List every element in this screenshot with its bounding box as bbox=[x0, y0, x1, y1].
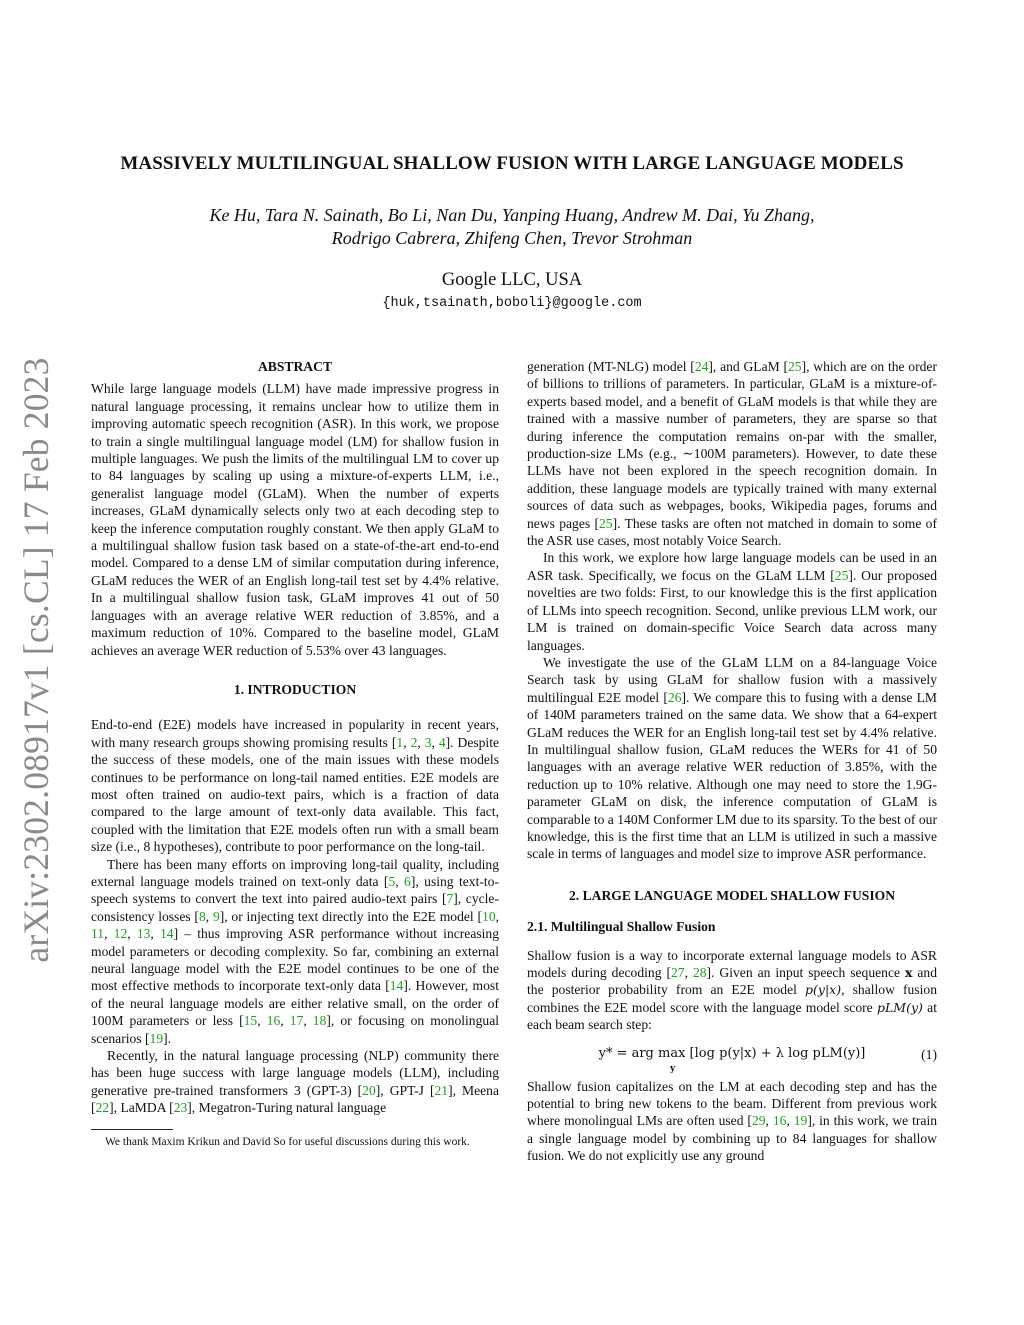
right-paragraph-1: generation (MT-NLG) model [24], and GLaM [25], which are on the order of billions to trillions of parameters. In particular, GLaM is a mixture-of-experts based model, and a benefit of GLaM models is that while they are trained with a massive number of parameters, they are sparse so that during inference the computation remains on-par with the smaller, production-size LMs (e.g., ∼100M parameters). However, to date these LLMs have not been explored in the speech recognition domain. In addition, these language models are typically trained with many external sources of data such as webpages, books, Wikipedia pages, forums and news pages [25]. These tasks are often not matched in domain to some of the ASR use cases, most notably Voice Search. bbox=[527, 359, 937, 549]
citation-link[interactable]: 12 bbox=[113, 926, 128, 942]
citation-link[interactable]: 13 bbox=[136, 926, 151, 942]
equation-subscript: y bbox=[670, 1063, 676, 1074]
citation-link[interactable]: 15 bbox=[243, 1013, 258, 1029]
author-list bbox=[110, 204, 914, 250]
citation-link[interactable]: 10 bbox=[482, 908, 496, 924]
left-column bbox=[91, 358, 499, 1149]
equation-number: (1) bbox=[921, 1046, 937, 1062]
math-x: x bbox=[904, 965, 913, 980]
citation-link[interactable]: 3 bbox=[424, 734, 432, 750]
intro-paragraph-1: End-to-end (E2E) models have increased in popularity in recent years, with many research groups showing promising results [1, 2, 3, 4]. Despite the success of these models, one of the main issues with these models continues to be performance on long-tail named entities. E2E models are most often trained on audio-text pairs, which is a fraction of data compared to the large amount of text-only data available. This fact, coupled with the limitation that E2E models often run with a small beam size (i.e., 8 hypotheses), contribute to poor performance on the long-tail. bbox=[91, 717, 500, 855]
math-lm-score: pLM(y) bbox=[876, 999, 923, 1015]
citation-link[interactable]: 1 bbox=[396, 734, 404, 750]
citation-link[interactable]: 14 bbox=[389, 978, 404, 994]
arxiv-identifier bbox=[4, 345, 68, 975]
acknowledgement-footnote: We thank Maxim Krikun and David So for useful discussions during this work. bbox=[105, 1135, 470, 1148]
citation-link[interactable]: 14 bbox=[159, 926, 174, 942]
citation-link[interactable]: 23 bbox=[173, 1100, 188, 1116]
right-paragraph-2: In this work, we explore how large language models can be used in an ASR task. Specifically, we focus on the GLaM LLM [25]. Our proposed novelties are two folds: First, to our knowledge this is the first application of LLMs into speech recognition. Second, unlike previous LLM work, our LM is trained on domain-specific Voice Search data across many languages. bbox=[527, 550, 937, 653]
citation-link[interactable]: 2 bbox=[410, 734, 418, 750]
citation-link[interactable]: 22 bbox=[95, 1100, 110, 1116]
citation-link[interactable]: 19 bbox=[793, 1113, 808, 1129]
citation-link[interactable]: 17 bbox=[289, 1013, 304, 1029]
intro-paragraph-2: There has been many efforts on improving long-tail quality, including external language models trained on text-only data [5, 6], using text-to-speech systems to convert the text into paired audio-text pairs [7], cycle-consistency losses [8, 9], or injecting text directly into the E2E model [10, 11, 12, 13, 14] – thus improving ASR performance without increasing model parameters or decoding complexity. So far, combining an external neural language model with the E2E model continues to be one of the most effective methods to incorporate text-only data [14]. However, most of the neural language models are either relative small, on the order of 100M parameters or less [15, 16, 17, 18], or focusing on monolingual scenarios [19]. bbox=[91, 856, 500, 1046]
affiliation: Google LLC, USA bbox=[441, 270, 583, 290]
citation-link[interactable]: 25 bbox=[788, 359, 802, 374]
citation-link[interactable]: 19 bbox=[149, 1030, 164, 1046]
citation-link[interactable]: 6 bbox=[404, 873, 411, 889]
equation-body: y* = arg max [log p(y|x) + λ log pLM(y)] bbox=[598, 1045, 866, 1061]
citation-link[interactable]: 21 bbox=[434, 1082, 449, 1098]
citation-link[interactable]: 25 bbox=[599, 515, 613, 531]
citation-link[interactable]: 16 bbox=[772, 1113, 787, 1129]
citation-link[interactable]: 20 bbox=[362, 1082, 376, 1098]
citation-link[interactable]: 8 bbox=[198, 908, 206, 924]
citation-link[interactable]: 28 bbox=[692, 965, 707, 980]
citation-link[interactable]: 27 bbox=[670, 965, 685, 980]
right-paragraph-3: We investigate the use of the GLaM LLM on a 84-language Voice Search task by using GLaM for shallow fusion with a massively multilingual E2E model [26]. We compare this to fusing with a dense LM of 140M parameters trained on the same data. We show that a 64-expert GLaM reduces the WER for an English long-tail test set by 4.4% relative. In multilingual shallow fusion, GLaM reduces the WERs for 41 of 50 languages with an average relative WER reduction of 3.85%, with the reduction up to 10% relative. Although one may need to store the 1.9G-parameter GLaM on disk, the inference computation of GLaM is comparable to a 140M Conformer LM due to its sparsity. To the best of our knowledge, this is the first time that an LLM is utilized in such a massive scale in terms of languages and model size to improve ASR performance. bbox=[527, 654, 938, 862]
citation-link[interactable]: 4 bbox=[438, 734, 446, 750]
footnote-divider bbox=[91, 1129, 173, 1130]
equation-1 bbox=[527, 1040, 937, 1074]
authors-line-1: Ke Hu, Tara N. Sainath, Bo Li, Nan Du, Yanping Huang, Andrew M. Dai, Yu Zhang, bbox=[209, 205, 815, 225]
citation-link[interactable]: 5 bbox=[388, 873, 396, 889]
shallow-fusion-paragraph: Shallow fusion is a way to incorporate external language models to ASR models during decoding [27, 28]. Given an input speech sequence x and the posterior probability from an E2E model p(y|x), shallow fusion combines the E2E model score with the language model score pLM(y) at each beam search step: bbox=[527, 947, 938, 1033]
citation-link[interactable]: 7 bbox=[446, 891, 454, 907]
citation-link[interactable]: 16 bbox=[266, 1013, 281, 1029]
arxiv-id-text: arXiv:2302.08917v1 [cs.CL] 17 Feb 2023 bbox=[16, 357, 56, 963]
subsection-2-1-heading: 2.1. Multilingual Shallow Fusion bbox=[527, 919, 716, 935]
paper-title: MASSIVELY MULTILINGUAL SHALLOW FUSION WITH LARGE LANGUAGE MODELS bbox=[120, 153, 904, 174]
abstract-heading: ABSTRACT bbox=[257, 359, 333, 374]
citation-link[interactable]: 24 bbox=[694, 359, 709, 374]
citation-link[interactable]: 29 bbox=[751, 1113, 766, 1129]
author-emails: {huk,tsainath,boboli}@google.com bbox=[382, 296, 642, 311]
citation-link[interactable]: 11 bbox=[91, 926, 105, 942]
citation-link[interactable]: 18 bbox=[312, 1013, 327, 1029]
right-column bbox=[527, 358, 937, 1165]
abstract-text: While large language models (LLM) have made impressive progress in natural language processing, it remains unclear how to utilize them in improving automatic speech recognition (ASR). In this work, we propose to train a single multilingual language model (LM) for shallow fusion in multiple languages. We push the limits of the multilingual LM to cover up to 84 languages by scaling up using a mixture-of-experts LLM, i.e., generalist language model (GLaM). When the number of experts increases, GLaM dynamically selects only two at each decoding step to keep the inference computation roughly constant. We then apply GLaM to a multilingual shallow fusion task based on a state-of-the-art end-to-end model. Compared to a dense LM of similar computation during inference, GLaM reduces the WER of an English long-tail test set by 4.4% relative. In a multilingual shallow fusion task, GLaM improves 41 out of 50 languages with an average relative WER reduction of 3.85%, and a maximum reduction of 10%. Compared to the baseline model, GLaM achieves an average WER reduction of 5.53% over 43 languages. bbox=[91, 381, 499, 658]
math-posterior: p(y|x) bbox=[805, 982, 842, 998]
authors-line-2: Rodrigo Cabrera, Zhifeng Chen, Trevor Strohman bbox=[331, 228, 693, 248]
citation-link[interactable]: 26 bbox=[667, 689, 682, 705]
citation-link[interactable]: 9 bbox=[212, 908, 220, 924]
section-2-heading: 2. LARGE LANGUAGE MODEL SHALLOW FUSION bbox=[568, 887, 896, 903]
intro-paragraph-3: Recently, in the natural language processing (NLP) community there has been huge success with large language models (LLM), including generative pre-trained transformers 3 (GPT-3) [20], GPT-J [21], Meena [22], LaMDA [23], Megatron-Turing natural language bbox=[91, 1048, 500, 1116]
introduction-heading: 1. INTRODUCTION bbox=[233, 681, 357, 697]
citation-link[interactable]: 25 bbox=[834, 567, 849, 583]
right-paragraph-5: Shallow fusion capitalizes on the LM at each decoding step and has the potential to bring new tokens to the beam. Different from previous work where monolingual LMs are often used [29, 16, 19], in this work, we train a single language model by combining up to 84 languages for shallow fusion. We do not explicitly use any ground bbox=[527, 1078, 938, 1164]
